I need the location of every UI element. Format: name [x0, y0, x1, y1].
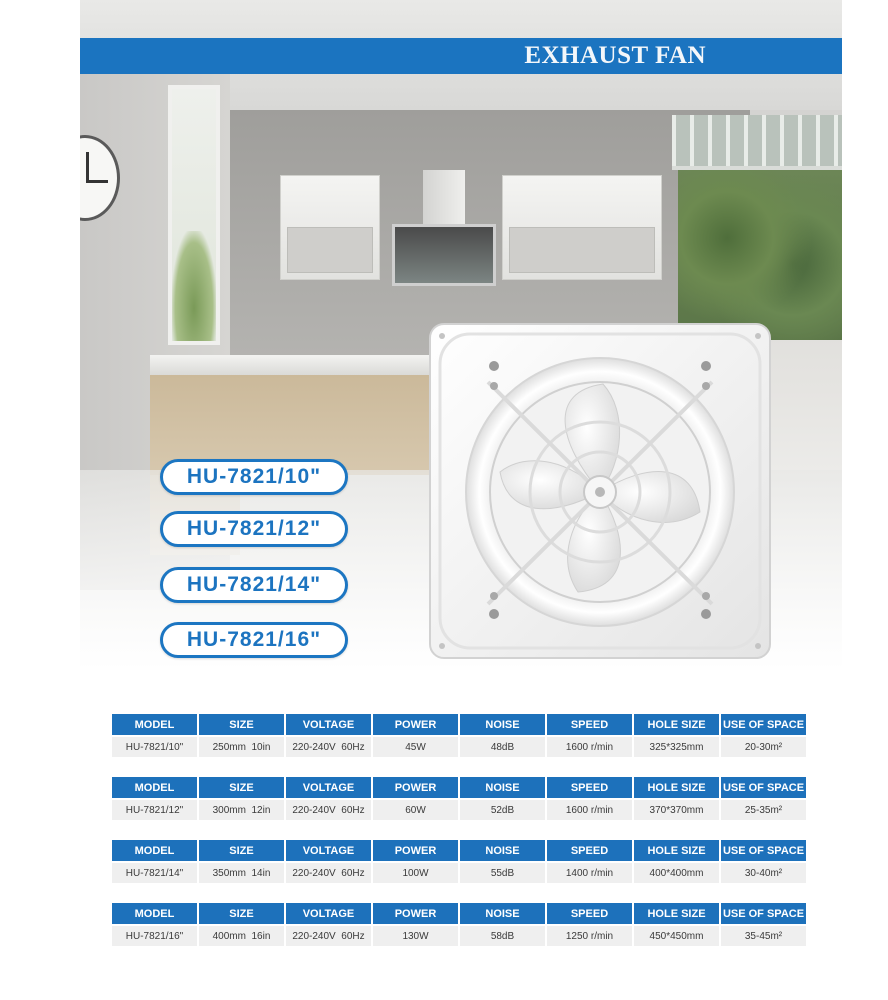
cell-size: 300mm 12in	[199, 800, 284, 820]
cell-speed: 1250 r/min	[547, 926, 632, 946]
model-pill-label: HU-7821/12"	[186, 517, 322, 540]
exhaust-fan-icon	[428, 322, 772, 660]
spec-header-row	[112, 714, 808, 735]
cell-use-of-space: 30-40m²	[721, 863, 806, 883]
header-use-of-space: USE OF SPACE	[721, 840, 806, 861]
header-noise: NOISE	[460, 903, 545, 924]
header-speed: SPEED	[547, 714, 632, 735]
cell-speed: 1600 r/min	[547, 737, 632, 757]
header-speed: SPEED	[547, 777, 632, 798]
spec-data-row	[112, 863, 808, 883]
header-speed: SPEED	[547, 903, 632, 924]
cell-noise: 55dB	[460, 863, 545, 883]
spec-header-row	[112, 840, 808, 861]
header-hole-size: HOLE SIZE	[634, 777, 719, 798]
header-voltage: VOLTAGE	[286, 777, 371, 798]
range-hood-chimney	[423, 170, 465, 225]
cell-voltage: 220-240V 60Hz	[286, 800, 371, 820]
header-use-of-space: USE OF SPACE	[721, 714, 806, 735]
cell-voltage: 220-240V 60Hz	[286, 863, 371, 883]
upper-cabinet-right	[502, 175, 662, 280]
header-speed: SPEED	[547, 840, 632, 861]
spec-table-12	[112, 777, 808, 820]
header-voltage: VOLTAGE	[286, 714, 371, 735]
spec-table-10	[112, 714, 808, 757]
cell-model: HU-7821/16"	[112, 926, 197, 946]
cell-hole-size: 450*450mm	[634, 926, 719, 946]
cell-hole-size: 325*325mm	[634, 737, 719, 757]
model-pill-16	[160, 622, 348, 658]
header-use-of-space: USE OF SPACE	[721, 903, 806, 924]
header-power: POWER	[373, 840, 458, 861]
spec-data-row	[112, 737, 808, 757]
cell-model: HU-7821/14"	[112, 863, 197, 883]
cell-model: HU-7821/10"	[112, 737, 197, 757]
cell-speed: 1600 r/min	[547, 800, 632, 820]
exhaust-fan-product-image	[428, 322, 772, 660]
header-model: MODEL	[112, 903, 197, 924]
model-pill-12	[160, 511, 348, 547]
cell-power: 60W	[373, 800, 458, 820]
cell-size: 400mm 16in	[199, 926, 284, 946]
spec-table-16	[112, 903, 808, 946]
header-size: SIZE	[199, 714, 284, 735]
header-voltage: VOLTAGE	[286, 903, 371, 924]
cell-noise: 58dB	[460, 926, 545, 946]
cell-use-of-space: 25-35m²	[721, 800, 806, 820]
spec-table-14	[112, 840, 808, 883]
cell-power: 100W	[373, 863, 458, 883]
cell-size: 350mm 14in	[199, 863, 284, 883]
title-banner	[80, 38, 842, 74]
header-noise: NOISE	[460, 777, 545, 798]
model-pill-10	[160, 459, 348, 495]
cell-speed: 1400 r/min	[547, 863, 632, 883]
header-power: POWER	[373, 903, 458, 924]
cell-model: HU-7821/12"	[112, 800, 197, 820]
header-size: SIZE	[199, 777, 284, 798]
header-use-of-space: USE OF SPACE	[721, 777, 806, 798]
header-model: MODEL	[112, 714, 197, 735]
spec-header-row	[112, 903, 808, 924]
header-size: SIZE	[199, 840, 284, 861]
cell-power: 130W	[373, 926, 458, 946]
header-power: POWER	[373, 777, 458, 798]
range-hood	[392, 224, 496, 286]
header-model: MODEL	[112, 777, 197, 798]
cell-noise: 52dB	[460, 800, 545, 820]
header-hole-size: HOLE SIZE	[634, 903, 719, 924]
spec-data-row	[112, 800, 808, 820]
header-hole-size: HOLE SIZE	[634, 714, 719, 735]
header-noise: NOISE	[460, 714, 545, 735]
cell-voltage: 220-240V 60Hz	[286, 737, 371, 757]
balcony-railing	[672, 115, 842, 170]
model-pill-label: HU-7821/14"	[186, 573, 322, 596]
cell-use-of-space: 20-30m²	[721, 737, 806, 757]
cell-voltage: 220-240V 60Hz	[286, 926, 371, 946]
kitchen-window	[168, 85, 220, 345]
header-size: SIZE	[199, 903, 284, 924]
cell-noise: 48dB	[460, 737, 545, 757]
cell-power: 45W	[373, 737, 458, 757]
page-title: EXHAUST FAN	[524, 42, 706, 69]
cell-hole-size: 400*400mm	[634, 863, 719, 883]
spec-header-row	[112, 777, 808, 798]
cell-hole-size: 370*370mm	[634, 800, 719, 820]
header-hole-size: HOLE SIZE	[634, 840, 719, 861]
green-plant-wall	[678, 170, 842, 340]
upper-cabinet-left	[280, 175, 380, 280]
header-model: MODEL	[112, 840, 197, 861]
cell-size: 250mm 10in	[199, 737, 284, 757]
spec-data-row	[112, 926, 808, 946]
header-power: POWER	[373, 714, 458, 735]
header-noise: NOISE	[460, 840, 545, 861]
header-voltage: VOLTAGE	[286, 840, 371, 861]
model-pill-label: HU-7821/16"	[186, 628, 322, 651]
cell-use-of-space: 35-45m²	[721, 926, 806, 946]
model-pill-14	[160, 567, 348, 603]
model-pill-label: HU-7821/10"	[186, 465, 322, 488]
